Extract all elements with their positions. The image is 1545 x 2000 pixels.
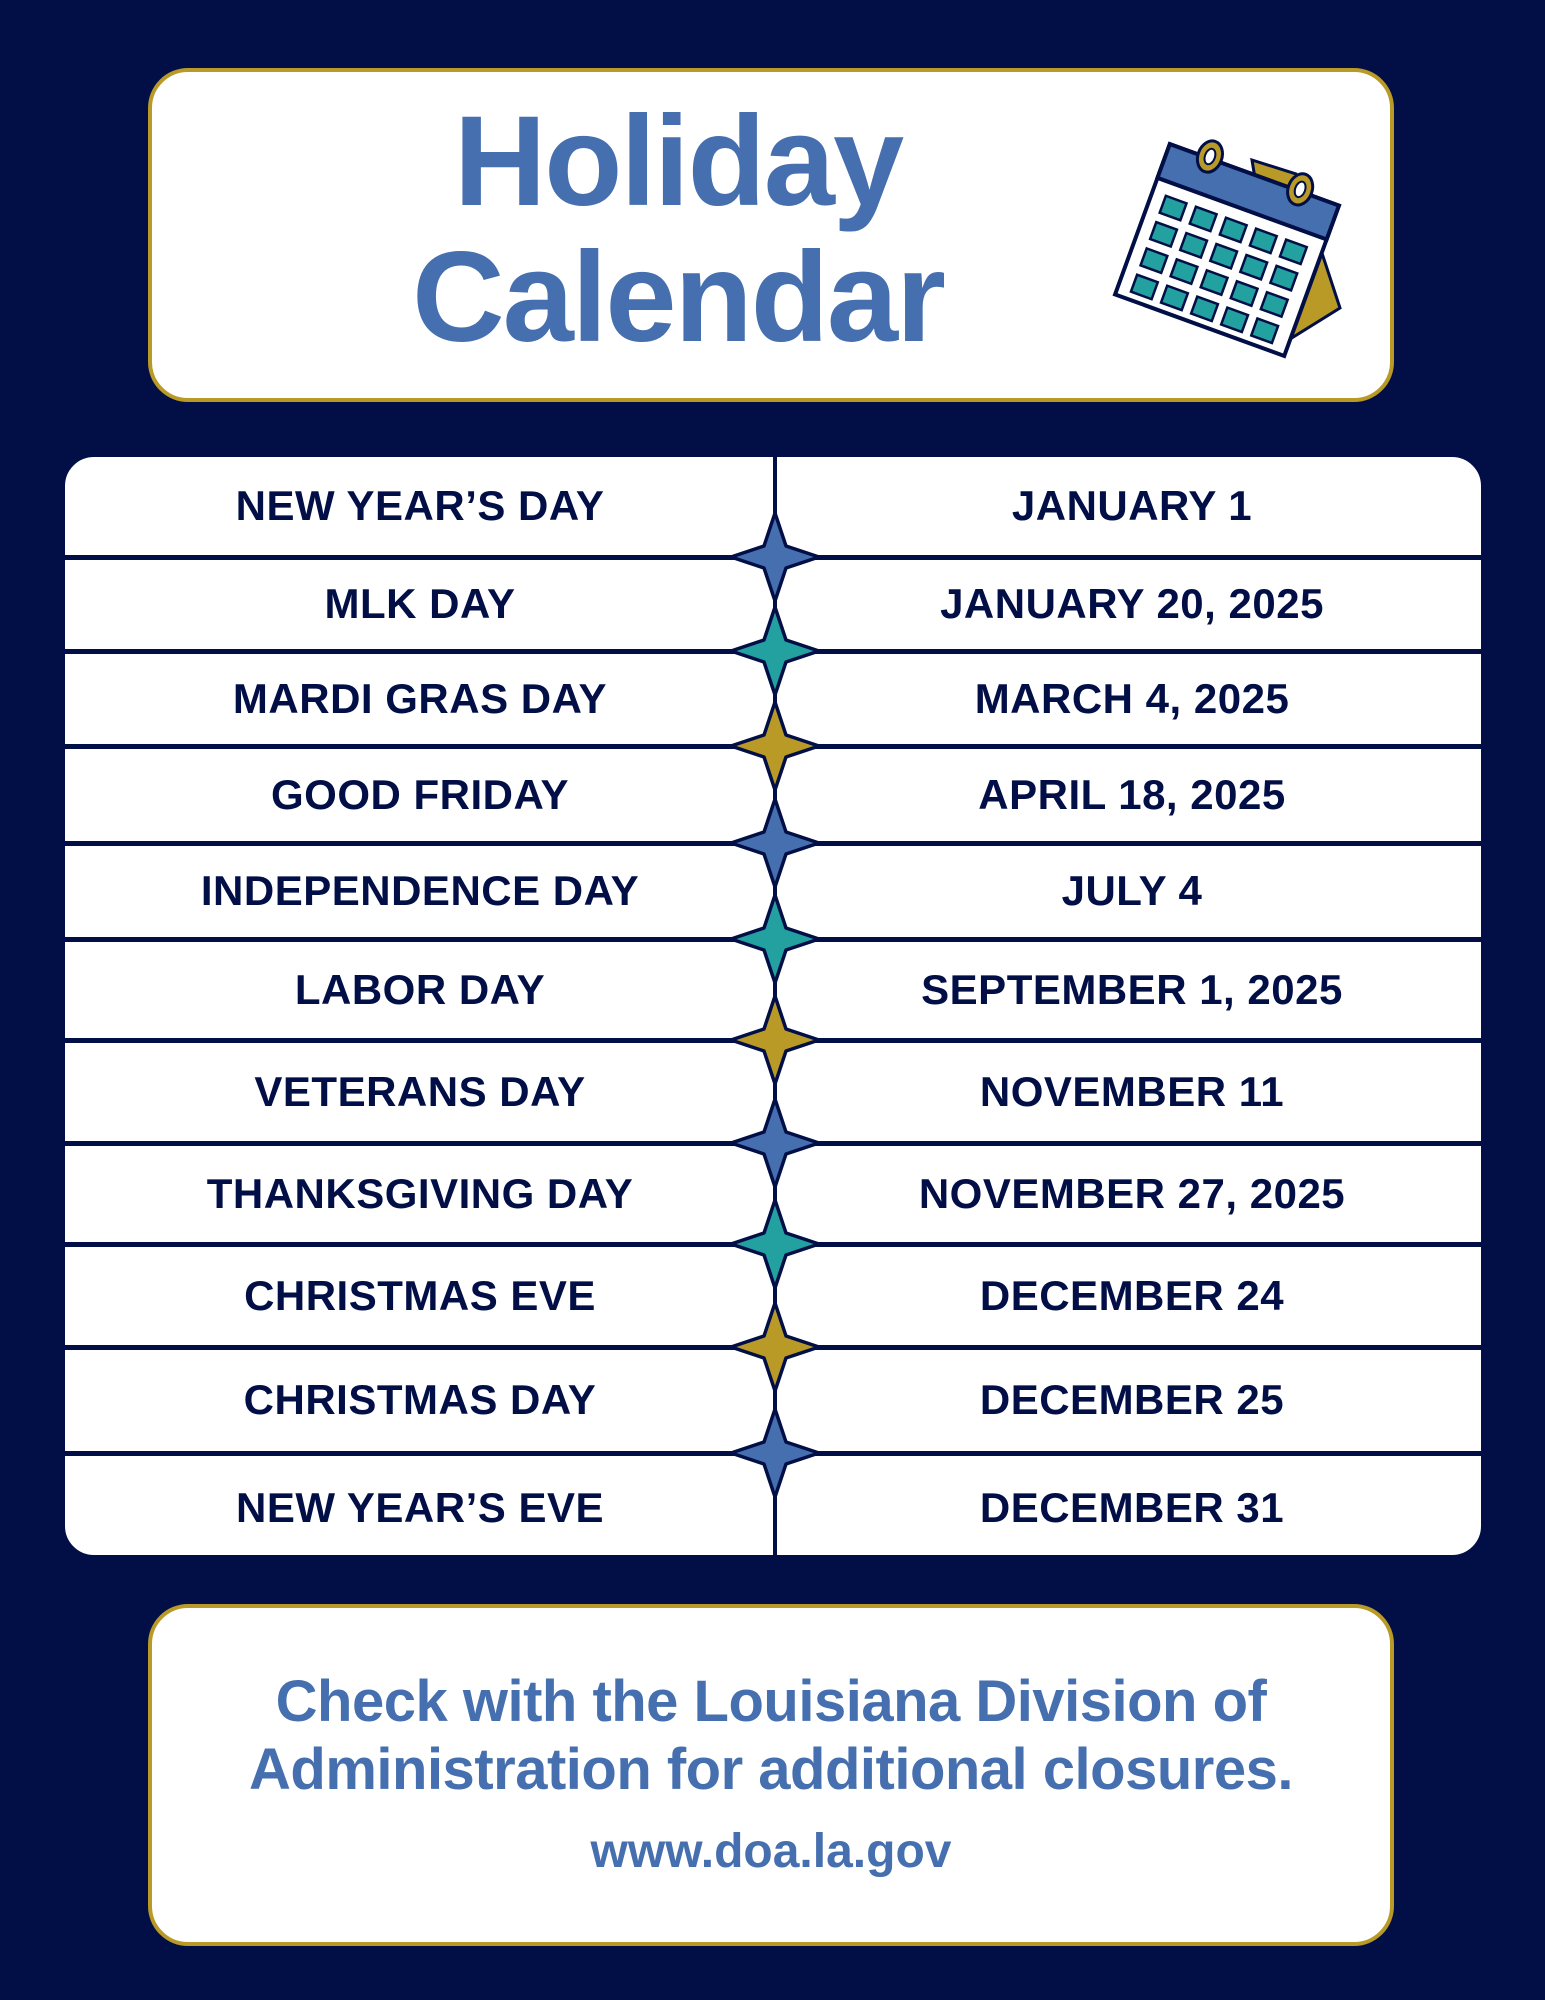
holiday-date: DECEMBER 25 <box>979 1376 1285 1423</box>
title-line-1: Holiday <box>453 90 903 233</box>
calendar-icon <box>1102 122 1352 362</box>
holiday-name: INDEPENDENCE DAY <box>200 867 640 914</box>
holiday-date: APRIL 18, 2025 <box>978 770 1286 818</box>
holiday-date: MARCH 4, 2025 <box>974 674 1290 722</box>
holiday-name: NEW YEAR’S DAY <box>235 482 605 529</box>
holiday-name: NEW YEAR’S EVE <box>236 1484 604 1531</box>
table-row <box>65 1349 1481 1451</box>
footer-note-line-1: Check with the Louisiana Division of <box>275 1669 1267 1734</box>
table-row <box>65 748 1481 841</box>
table-row <box>65 1145 1481 1242</box>
website-link[interactable]: www.doa.la.gov <box>590 1825 952 1878</box>
title-line-2: Calendar <box>412 226 944 369</box>
footer-note <box>172 1668 1370 1804</box>
table-row <box>65 1455 1481 1558</box>
holiday-date: DECEMBER 24 <box>979 1271 1285 1319</box>
holiday-date: JANUARY 1 <box>1011 482 1253 529</box>
footer-note-line-2: Administration for additional closures. <box>249 1737 1293 1802</box>
table-row <box>65 653 1481 744</box>
holiday-date: NOVEMBER 11 <box>979 1067 1285 1115</box>
holiday-name: VETERANS DAY <box>254 1067 586 1115</box>
holiday-date: JULY 4 <box>1061 867 1203 914</box>
holiday-name: THANKSGIVING DAY <box>206 1169 634 1217</box>
page-title <box>152 90 1204 369</box>
holiday-date: DECEMBER 31 <box>979 1484 1285 1531</box>
table-row <box>65 1246 1481 1345</box>
footer-card <box>148 1604 1394 1946</box>
holiday-name: GOOD FRIDAY <box>271 770 569 818</box>
table-row <box>65 845 1481 937</box>
holiday-name: CHRISTMAS EVE <box>244 1271 596 1319</box>
holiday-table <box>62 454 1484 1558</box>
holiday-name: CHRISTMAS DAY <box>243 1376 597 1423</box>
table-row <box>65 559 1481 649</box>
holiday-date: SEPTEMBER 1, 2025 <box>921 965 1343 1013</box>
table-row <box>65 941 1481 1038</box>
holiday-date: NOVEMBER 27, 2025 <box>918 1169 1346 1217</box>
table-row <box>65 1042 1481 1141</box>
holiday-name: MLK DAY <box>324 580 516 627</box>
title-card <box>148 68 1394 402</box>
holiday-name: LABOR DAY <box>294 965 546 1013</box>
holiday-name: MARDI GRAS DAY <box>232 674 608 722</box>
table-row <box>65 457 1481 555</box>
holiday-date: JANUARY 20, 2025 <box>940 580 1324 627</box>
